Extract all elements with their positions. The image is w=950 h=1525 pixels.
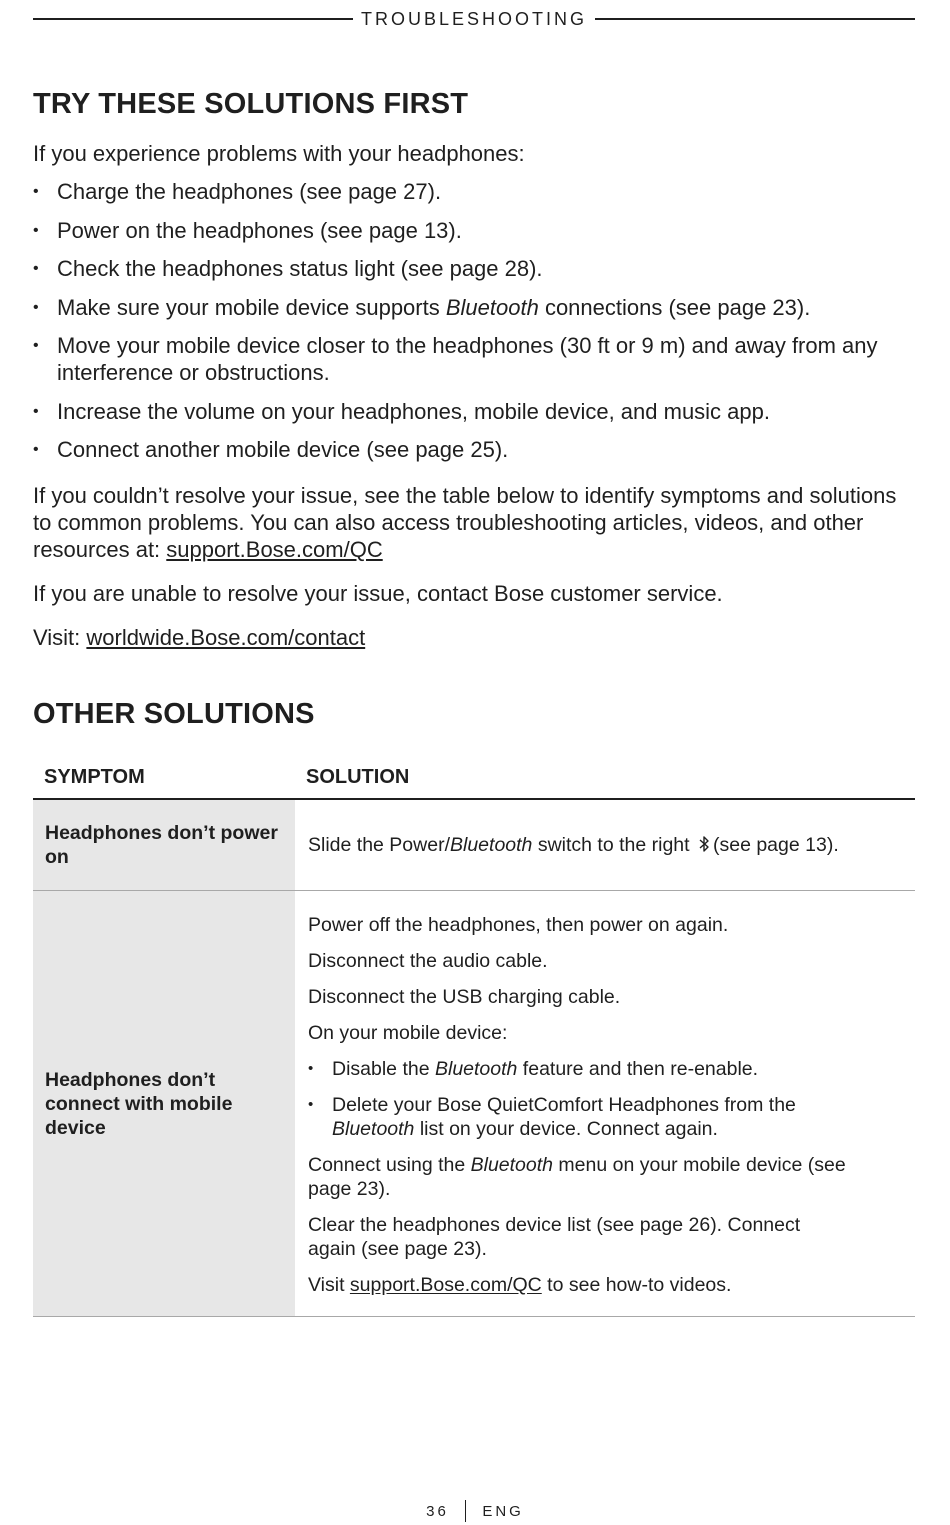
list-item: • Increase the volume on your headphones, mobile device, and music app. xyxy=(33,398,913,425)
list-item-text: list on your device. Connect again. xyxy=(414,1118,718,1140)
bluetooth-term: Bluetooth xyxy=(445,294,539,320)
list-item: • Check the headphones status light (see page 28). xyxy=(33,255,913,282)
list-item xyxy=(33,294,913,321)
resources-text: If you couldn’t resolve your issue, see the table below to identify symptoms and solutions to common problems. You can also access troubleshooting articles, videos, and other resources at: xyxy=(33,483,897,562)
solution-text: Visit xyxy=(308,1274,350,1296)
solution-text: menu on your mobile device (see page 23). xyxy=(308,1154,846,1200)
solution-text: Connect using the xyxy=(308,1154,471,1176)
first-solutions-list xyxy=(33,178,913,475)
solution-step xyxy=(308,1153,848,1201)
visit-paragraph xyxy=(33,624,913,651)
list-item-text: Delete your Bose QuietComfort Headphones from the xyxy=(332,1094,796,1116)
page-header xyxy=(33,6,915,32)
list-item: • Move your mobile device closer to the headphones (30 ft or 9 m) and away from any interference or obstructions. xyxy=(33,332,913,386)
page-number: 36 xyxy=(426,1502,449,1520)
solution-step: Disconnect the USB charging cable. xyxy=(308,986,621,1008)
list-item-text: Disable the xyxy=(332,1058,435,1080)
language-code: ENG xyxy=(482,1502,524,1520)
page-footer xyxy=(0,1500,950,1522)
resources-paragraph xyxy=(33,482,913,563)
solution-cell xyxy=(295,800,915,890)
solution-step: Clear the headphones device list (see page 26). Connect again (see page 23). xyxy=(308,1214,801,1260)
column-header-solution: SOLUTION xyxy=(306,766,410,788)
list-item xyxy=(308,1093,852,1141)
column-header-symptom: SYMPTOM xyxy=(44,766,145,788)
footer-divider xyxy=(465,1500,467,1522)
symptom-cell: Headphones don’t connect with mobile device xyxy=(33,891,295,1316)
contact-paragraph: If you are unable to resolve your issue, contact Bose customer service. xyxy=(33,581,723,606)
bluetooth-term: Bluetooth xyxy=(332,1118,415,1140)
visit-label: Visit: xyxy=(33,625,87,650)
symptom-cell: Headphones don’t power on xyxy=(33,800,295,890)
list-item-text: Make sure your mobile device supports xyxy=(57,294,446,320)
solution-step xyxy=(308,1273,848,1297)
list-item-text: feature and then re-enable. xyxy=(517,1058,759,1080)
section-header: TROUBLESHOOTING xyxy=(360,8,588,29)
list-item: • Connect another mobile device (see page 25). xyxy=(33,436,913,463)
list-item-text: connections (see page 23). xyxy=(538,294,811,320)
support-link[interactable]: support.Bose.com/QC xyxy=(349,1274,542,1296)
solution-text: to see how-to videos. xyxy=(541,1274,732,1296)
list-item: • Charge the headphones (see page 27). xyxy=(33,178,913,205)
support-link[interactable]: support.Bose.com/QC xyxy=(166,537,383,562)
contact-link[interactable]: worldwide.Bose.com/contact xyxy=(86,625,366,650)
solution-step: On your mobile device: xyxy=(308,1022,508,1044)
table-row xyxy=(33,891,915,1317)
list-item xyxy=(308,1057,852,1081)
section-title-first: TRY THESE SOLUTIONS FIRST xyxy=(33,88,469,120)
solutions-table xyxy=(33,760,915,1317)
solution-cell xyxy=(295,891,915,1316)
table-row xyxy=(33,800,915,891)
table-header xyxy=(33,760,915,800)
bluetooth-icon xyxy=(698,835,710,853)
header-rule-right xyxy=(595,18,915,20)
bluetooth-term: Bluetooth xyxy=(470,1154,554,1176)
solution-text: switch to the right xyxy=(532,834,690,856)
solution-step: Disconnect the audio cable. xyxy=(308,950,548,972)
list-item: • Power on the headphones (see page 13). xyxy=(33,217,913,244)
solution-text: Slide the Power/ xyxy=(308,834,450,856)
intro-text: If you experience problems with your headphones: xyxy=(33,141,525,166)
header-rule-left xyxy=(33,18,353,20)
solution-step: Power off the headphones, then power on again. xyxy=(308,914,729,936)
bluetooth-term: Bluetooth xyxy=(434,1058,518,1080)
bluetooth-term: Bluetooth xyxy=(450,834,533,856)
device-steps-list xyxy=(308,1057,915,1141)
solution-text: (see page 13). xyxy=(712,834,839,856)
section-title-other: OTHER SOLUTIONS xyxy=(33,698,315,730)
